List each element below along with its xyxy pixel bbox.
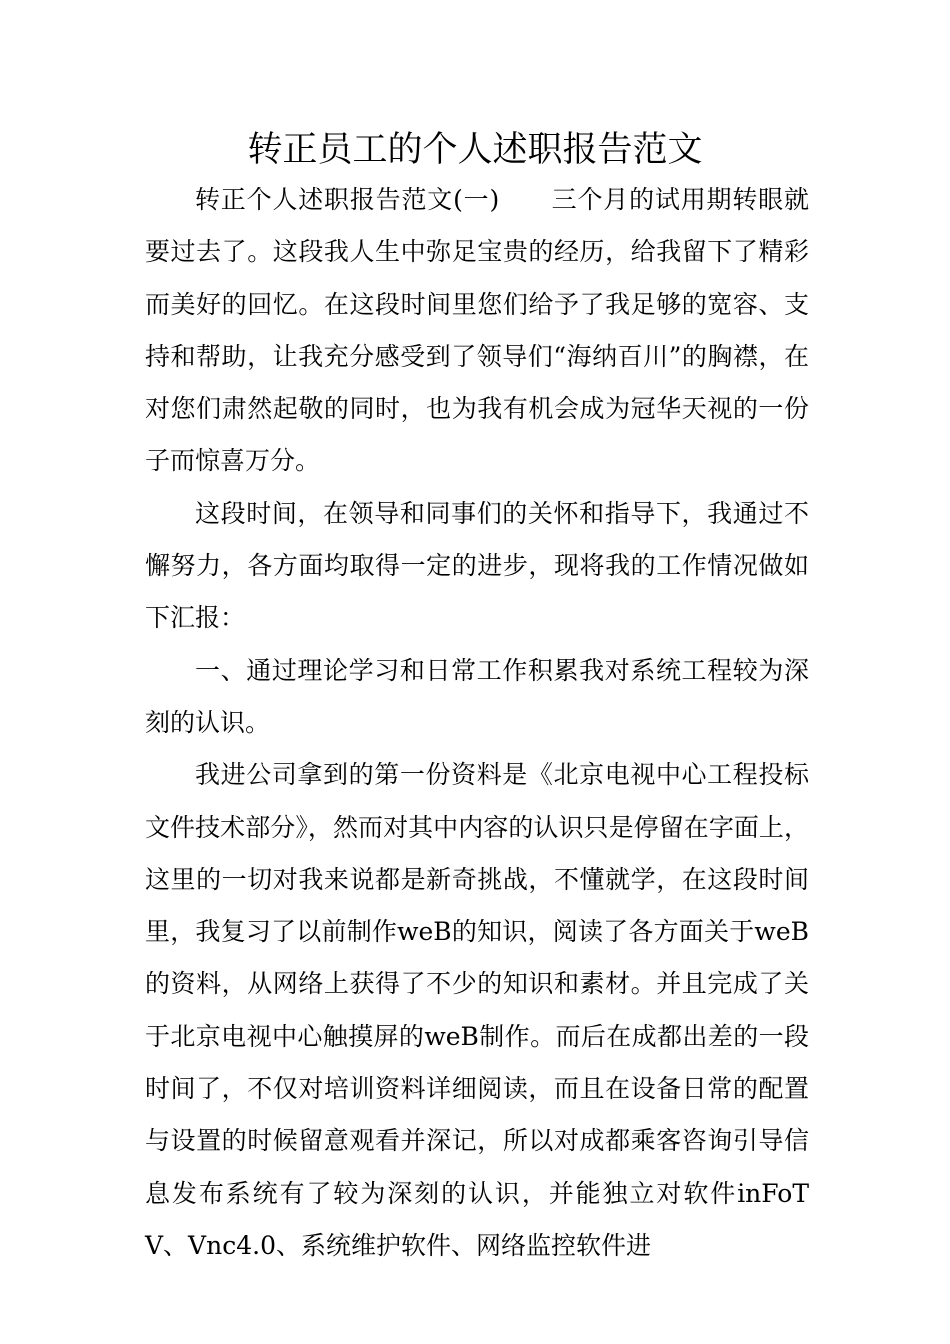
paragraph-detail: 我进公司拿到的第一份资料是《北京电视中心工程投标文件技术部分》，然而对其中内容的认识只是停留在字面上，这里的一切对我来说都是新奇挑战，不懂就学，在这段时间里，我复习了以前制作weB的知识，阅读了各方面关于weB的资料，从网络上获得了不少的知识和素材。并且完成了关于北京电视中心触摸屏的weB制作。而后在成都出差的一段时间了，不仅对培训资料详细阅读，而且在设备日常的配置与设置的时候留意观看并深记，所以对成都乘客咨询引导信息发布系统有了较为深刻的认识，并能独立对软件inFoTV、Vnc4.0、系统维护软件、网络监控软件进 xyxy=(145,760,809,1260)
paragraph-section-heading: 一、通过理论学习和日常工作积累我对系统工程较为深刻的认识。 xyxy=(145,655,809,737)
paragraph-intro: 转正个人述职报告范文(一) 三个月的试用期转眼就要过去了。这段我人生中弥足宝贵的经历，给我留下了精彩而美好的回忆。在这段时间里您们给予了我足够的宽容、支持和帮助，让我充分感受到了领导们“海纳百川”的胸襟，在对您们肃然起敬的同时，也为我有机会成为冠华天视的一份子而惊喜万分。 xyxy=(145,185,809,476)
document-title: 转正员工的个人述职报告范文 xyxy=(247,130,703,170)
document-body xyxy=(145,174,809,1272)
paragraph-summary: 这段时间，在领导和同事们的关怀和指导下，我通过不懈努力，各方面均取得一定的进步，现将我的工作情况做如下汇报： xyxy=(145,498,809,633)
